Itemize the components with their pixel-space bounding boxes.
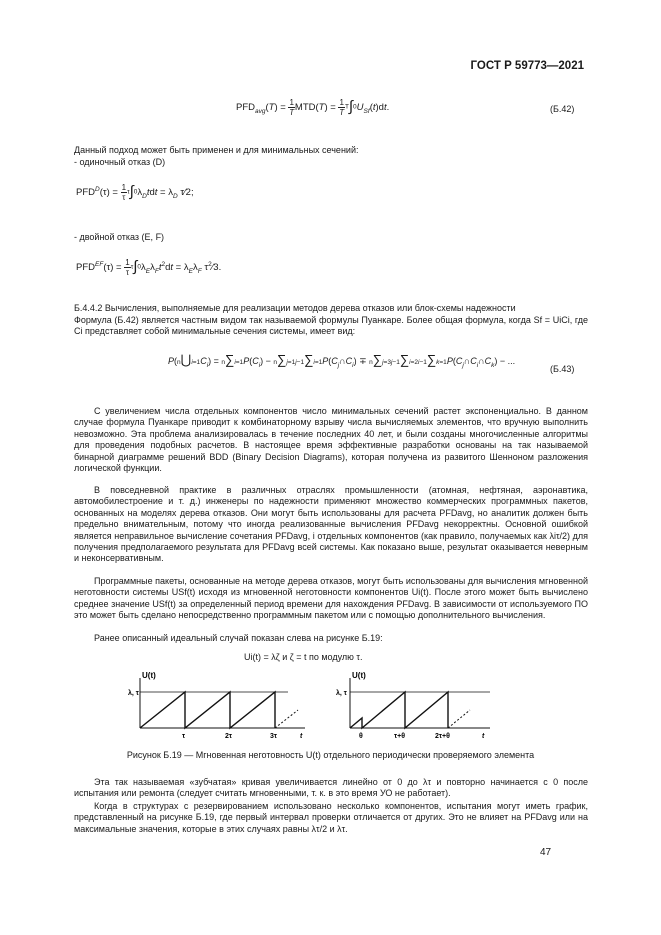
paragraph-minimal-cuts: Данный подход может быть применен и для минимальных сечений: <box>74 145 359 155</box>
right-continuation <box>448 710 470 728</box>
paragraph-software: Программные пакеты, основанные на методе дерева отказов, могут быть использованы для вычисления мгновенной неготовности системы USf(t) исходя из мгновенной неготовности компонентов Ui(t). После этого может быть вычислено среднее значение USf(t) за определенный период времени для нахождения PFDavg. В зависимости от используемого ПО это может быть сделано непосредственно программным пакетом или с помощью дополнительного вычисления. <box>74 576 588 621</box>
formula-line: Ui(t) = λζ и ζ = t по модулю τ. <box>244 652 363 662</box>
paragraph-sawtooth: Эта так называемая «зубчатая» кривая увеличивается линейно от 0 до λτ и повторно начинается с 0 после испытания или ремонта (следует считать мгновенными, т. к. в это время УО не работает). <box>74 777 588 799</box>
page-number: 47 <box>540 847 552 858</box>
figure-sawtooth <box>130 670 510 745</box>
left-tick-3: 3τ <box>270 733 278 740</box>
right-tick-3: 2τ+θ <box>435 733 450 740</box>
left-continuation <box>275 710 298 728</box>
right-level-label: λ, τ <box>336 690 347 697</box>
paragraph-ideal-case: Ранее описанный идеальный случай показан слева на рисунке Б.19: <box>94 633 383 643</box>
equation-double-failure: $PFD^{EF}(\tau)$ = $\frac{1}{\tau}$ $\tau\int 0\lambda_E\lambda_Ft^2dt = \lambda_E\lambda_F$ $\tau^2⁄3$. <box>76 258 222 277</box>
right-ylabel: U(t) <box>352 671 366 680</box>
paragraph-redundancy: Когда в структурах с резервированием использовано несколько компонентов, испытания могут иметь график, представленный на рисунке Б.19, где первый интервал проверки отличается от других. Это не влияет на PFDavg или на максимальные значения, которые в этих случаях равны λτ/2 и λτ. <box>74 801 588 834</box>
double-failure-label: - двойной отказ (E, F) <box>74 232 165 242</box>
equation-b43: $P(n⋃i=1C_i) = n\sum i=1P(C_i)$ − $n\sum j=1j-1\sum i=1P(C_j\cap C_i)$ ∓ $n\sum j=3j-1\sum i=2i-1\sum k=1P(C_j\cap C_i\cap C_k)$ − ... <box>168 352 516 369</box>
paragraph-poincare: Формула (Б.42) является частным видом так называемой формулы Пуанкаре. Более общая формула, когда Sf = UiCi, где Ci представляет собой минимальные сечения системы, имеет вид: <box>74 315 588 337</box>
right-plot <box>350 678 490 728</box>
paragraph-exponential: С увеличением числа отдельных компонентов число минимальных сечений растет экспоненциально. В данном случае формула Пуанкаре приводит к комбинаторному взрыву числа вычисляемых элементов, что вручную выполнить невозможно. Эта проблема анализировалась в течение последних 40 лет, и были созданы многочисленные алгоритмы для проведения подобных расчетов. В настоящее время эффективные разработки основаны на так называемой бинарной диаграмме решений BDD (Binary Decision Diagrams), которая получена из развитого Шенноном разложения логической функции. <box>74 406 588 474</box>
section-title: Б.4.4.2 Вычисления, выполняемые для реализации методов дерева отказов или блок-схемы надежности <box>74 303 516 313</box>
right-tick-2: τ+θ <box>394 733 405 740</box>
left-plot <box>140 678 305 728</box>
paragraph-practice: В повседневной практике в различных отраслях промышленности (атомная, нефтяная, аэронавтика, автомобилестроение и т. д.) инженеры по надежности применяют множество коммерческих программных пакетов, основанных на моделях дерева отказов. Они могут быть использованы для расчета PFDavg, но аналитик должен быть предельно внимательным, потому что иногда реализованные вычисления PFDavg некорректны. Основной ошибкой является неправильное вычисление сочетания PFDavg, i отдельных компонентов (как правило, получаемых как λiτ/2) для получения предполагаемого результата для PFDavg всей системы. Как показано выше, результат оказывается неверным и неконсервативным. <box>74 485 588 564</box>
left-tick-t: t <box>300 733 303 740</box>
left-sawtooth <box>140 692 275 728</box>
right-tick-1: θ <box>359 733 363 740</box>
single-failure-label: - одиночный отказ (D) <box>74 157 166 167</box>
equation-b42: $PFD_{avg}(T)$ = $\frac{1}{T}$ MTD(T) = $\frac{1}{T}$ $T\int 0U_{Sf}(t)dt$. <box>236 98 390 117</box>
equation-number-b42: (Б.42) <box>550 104 575 114</box>
equation-single-failure: $PFD^D(\tau)$ = $\frac{1}{\tau}$ $\tau\int 0\lambda_Dtdt = \lambda_D$ τ⁄2; <box>76 183 194 202</box>
document-header: ГОСТ Р 59773—2021 <box>470 60 584 72</box>
equation-number-b43: (Б.43) <box>550 364 575 374</box>
left-level-label: λ, τ <box>128 690 139 697</box>
left-ylabel: U(t) <box>142 671 156 680</box>
left-tick-1: τ <box>182 733 186 740</box>
right-sawtooth <box>350 692 448 728</box>
right-tick-t: t <box>482 733 485 740</box>
left-tick-2: 2τ <box>225 733 233 740</box>
figure-caption: Рисунок Б.19 — Мгновенная неготовность U(t) отдельного периодически проверяемого элемента <box>126 750 535 760</box>
